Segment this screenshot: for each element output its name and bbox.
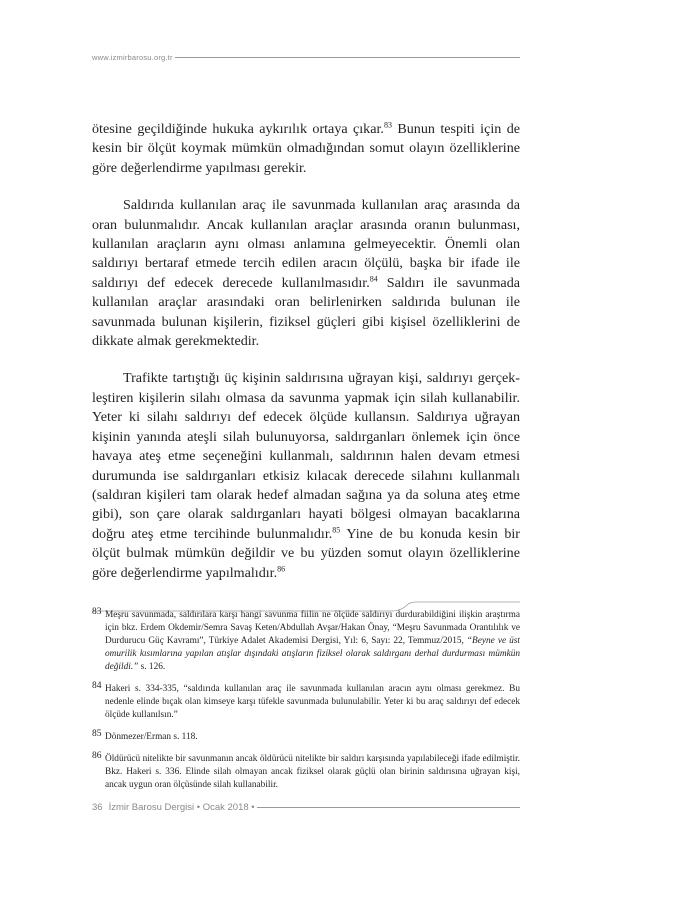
main-text xyxy=(92,120,520,583)
footnote-number: 83 xyxy=(92,607,102,617)
header-url: www.izmirbarosu.org.tr xyxy=(92,53,173,62)
footnote-85 xyxy=(92,731,520,744)
paragraph-1 xyxy=(92,120,520,178)
running-footer xyxy=(92,802,520,813)
paragraph-1-text-b: Bunun tespiti için de kesin bir ölçüt koymak mümkün olmadığından somut olayın özelliklerine göre değerlendirme yapılması gerekir. xyxy=(92,121,520,176)
footnotes xyxy=(92,609,520,801)
footnote-page: s. 126. xyxy=(138,662,166,672)
footnote-text: Dönmezer/Erman s. 118. xyxy=(105,732,198,742)
footnote-ref-86: 86 xyxy=(277,563,286,573)
paragraph-1-text-a: ötesine geçildiğinde hukuka aykırılık ortaya çıkar. xyxy=(92,121,384,137)
paragraph-2-text-a: Saldırıda kullanılan araç ile savunmada kullanılan araç arasında da oran bulunmalıdır. Ancak kullanılan araçlar arasında oranın bulunması, kullanılan araçların aynı olması anlamına gelmeyecektir. Önemli olan saldırıyı bertaraf etmede tercih edilen aracın ölçülü, başka bir ifade ile saldırıyı def edecek derecede kullanılmasıdır. xyxy=(92,197,520,291)
footnote-text: Meşru savunmada, saldırılara karşı hangi savunma fiilin ne ölçüde saldırıyı durdurabildiğini ilişkin araştırma için bkz. Erdem Okdemir/Semra Savaş Keten/Abdullah Avşar/Hakan Önay, “Meşru Savunmada Orantılılık ve Durdurucu Güç Kavramı”, Türkiye Adalet Akademisi Dergisi, Yıl: 6, Sayı: 22, Temmuz/2015, xyxy=(105,610,520,646)
footnote-quote: “Beyne ve üst omurilik kısımlarına yapılan atışlar dışındaki atışların fiziksel olarak saldırganı derhal durdurması mümkün değildi.” xyxy=(105,636,520,672)
footnote-ref-85: 85 xyxy=(332,525,341,535)
paragraph-3 xyxy=(92,369,520,582)
paragraph-3-text-a: Trafikte tartıştığı üç kişinin saldırısına uğrayan kişi, saldırıyı gerçekleştiren kişilerin silahı olmasa da savunma yapmak için silah kullanabilir. Yeter ki silahı saldırıyı def edecek ölçüde kullansın. Saldırıya uğrayan kişinin yanında ateşli silah bulunuyorsa, saldırganları önlemek için önce havaya ateş etme seçeneğini kullanmalı, saldırının halen devam etmesi durumunda ise saldırganları etkisiz kılacak derecede silahını kullanmalı (saldıran kişileri tam olarak hedef almadan sağına ya da soluna ateş etme gibi), son çare olarak saldırganları hayati bölgesi olmayan bacaklarına doğru ateş etme tercihinde bulunmalıdır. xyxy=(92,370,520,542)
page-number: 36 xyxy=(92,802,103,813)
footnote-text: Öldürücü nitelikte bir savunmanın ancak öldürücü nitelikte bir saldırı karşısında yapılabileceği ifade edilmiştir. Bkz. Hakeri s. 336. Elinde silah olmayan ancak fiziksel olarak güçlü olan birinin saldırısına uğrayan kişi, ancak uygun oran ölçüsünde silah kullanabilir. xyxy=(105,754,520,790)
footer-rule xyxy=(257,807,520,808)
footnote-ref-83: 83 xyxy=(383,120,392,130)
footnote-ref-84: 84 xyxy=(369,274,378,284)
footnote-number: 84 xyxy=(92,681,102,691)
footnote-number: 86 xyxy=(92,751,102,761)
header-rule xyxy=(175,57,520,58)
paragraph-2-text-b: Saldırı ile savunmada kullanılan araçlar arasındaki oran belirlenirken saldırıda bulunan ile savunmada bulunan kişilerin, fiziksel güçleri gibi kişisel özelliklerini de dikkate almak gerekmektedir. xyxy=(92,274,520,350)
footnote-text: Hakeri s. 334-335, “saldırıda kullanılan araç ile savunmada kullanılan aracın aynı olması gerekmez. Bu nedenle elinde bıçak olan kimseye karşı tüfekle savunmada bulunulabilir. Yeter ki bu araç saldırıyı def edecek ölçüde kullanılsın.” xyxy=(105,684,520,720)
paragraph-2 xyxy=(92,196,520,351)
footnote-84 xyxy=(92,683,520,722)
footnote-86 xyxy=(92,753,520,792)
footnote-number: 85 xyxy=(92,729,102,739)
footnote-83 xyxy=(92,609,520,674)
paragraph-3-text-b: Yine de bu konuda kesin bir ölçüt bulmak mümkün değildir ve bu yüzden somut olayın özelliklerine göre değerlendirme yapılmalıdır. xyxy=(92,525,520,581)
journal-name: İzmir Barosu Dergisi • Ocak 2018 • xyxy=(108,802,255,813)
running-header xyxy=(92,53,520,62)
